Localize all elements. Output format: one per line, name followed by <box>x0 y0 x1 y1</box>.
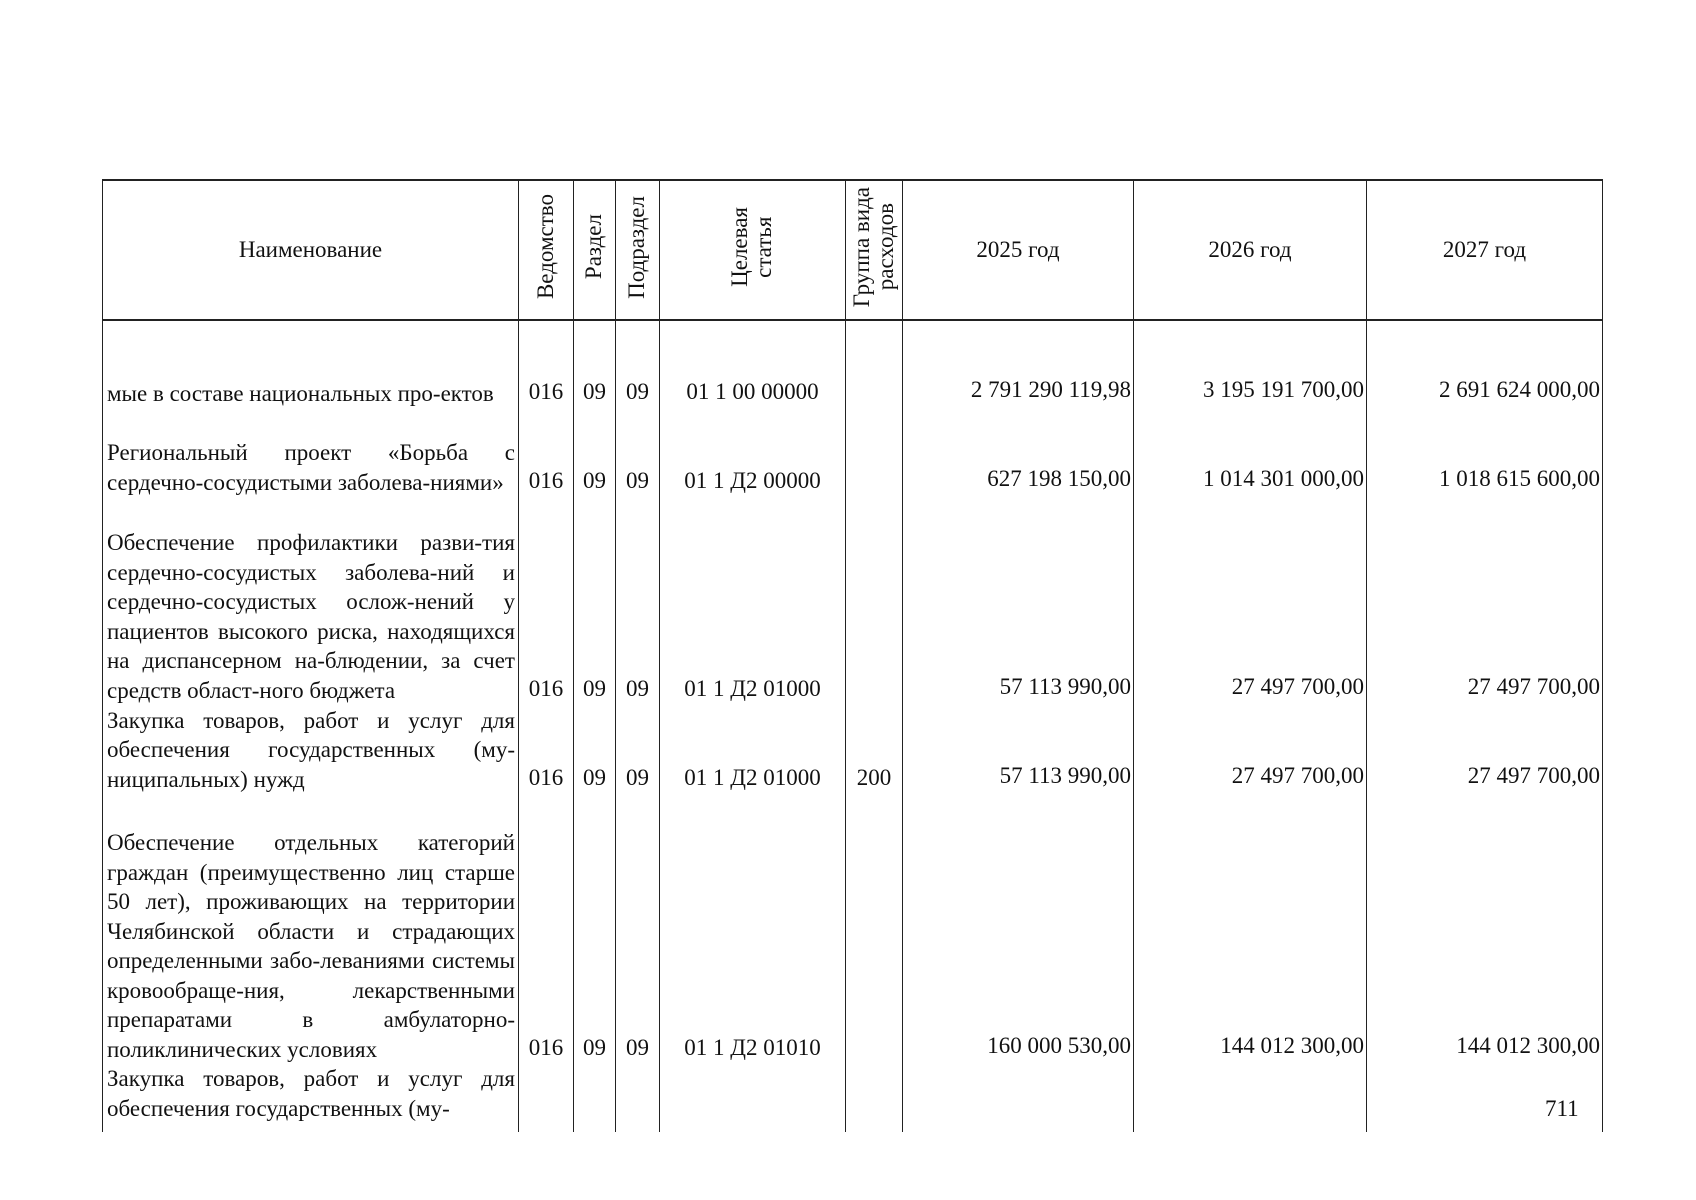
amount-2025-cell: 2 791 290 119,98 <box>903 320 1134 408</box>
row-name-cell: Региональный проект «Борьба с сердечно-сосудистыми заболева-ниями» <box>103 408 519 497</box>
amount-2026-cell <box>1134 1064 1367 1132</box>
table-row <box>103 1064 1603 1132</box>
subsection-cell <box>616 1064 660 1132</box>
department-cell: 016 <box>519 408 574 497</box>
department-cell: 016 <box>519 497 574 705</box>
header-year-2027: 2027 год <box>1367 180 1603 320</box>
table-row <box>103 320 1603 408</box>
target-article-cell: 01 1 Д2 01010 <box>660 794 846 1064</box>
row-name-cell: Обеспечение профилактики разви-тия сердечно-сосудистых заболева-ний и сердечно-сосудистых ослож-нений у пациентов высокого риска, находящихся на диспансерном на-блюдении, за счет средств област-ного бюджета <box>103 497 519 705</box>
row-name-cell: мые в составе национальных про-ектов <box>103 320 519 408</box>
expense-group-cell <box>846 1064 903 1132</box>
header-section: Раздел <box>574 180 616 320</box>
subsection-cell: 09 <box>616 408 660 497</box>
amount-2027-cell: 1 018 615 600,00 <box>1367 408 1603 497</box>
table-row <box>103 794 1603 1064</box>
section-cell: 09 <box>574 320 616 408</box>
amount-2025-cell: 57 113 990,00 <box>903 705 1134 794</box>
amount-2026-cell: 27 497 700,00 <box>1134 497 1367 705</box>
target-article-cell: 01 1 Д2 00000 <box>660 408 846 497</box>
section-cell: 09 <box>574 408 616 497</box>
header-year-2025: 2025 год <box>903 180 1134 320</box>
amount-2025-cell: 57 113 990,00 <box>903 497 1134 705</box>
amount-2027-cell: 27 497 700,00 <box>1367 497 1603 705</box>
section-cell: 09 <box>574 497 616 705</box>
row-name-cell: Закупка товаров, работ и услуг для обеспечения государственных (му-ниципальных) нужд <box>103 705 519 794</box>
expense-group-cell <box>846 794 903 1064</box>
section-cell <box>574 1064 616 1132</box>
amount-2025-cell: 627 198 150,00 <box>903 408 1134 497</box>
expense-group-cell <box>846 497 903 705</box>
subsection-cell: 09 <box>616 705 660 794</box>
header-year-2026: 2026 год <box>1134 180 1367 320</box>
section-cell: 09 <box>574 705 616 794</box>
amount-2027-cell: 2 691 624 000,00 <box>1367 320 1603 408</box>
header-name: Наименование <box>103 180 519 320</box>
header-expense-group: Группа вида расходов <box>846 180 903 320</box>
expense-group-cell <box>846 320 903 408</box>
amount-2027-cell: 27 497 700,00 <box>1367 705 1603 794</box>
row-name-cell: Закупка товаров, работ и услуг для обеспечения государственных (му- <box>103 1064 519 1132</box>
header-target-article: Целевая статья <box>660 180 846 320</box>
row-name-cell: Обеспечение отдельных категорий граждан (преимущественно лиц старше 50 лет), проживающих на территории Челябинской области и страдающих определенными забо-леваниями системы кровообраще-ния, лекарственными препаратами в амбулаторно-поликлинических условиях <box>103 794 519 1064</box>
amount-2026-cell: 1 014 301 000,00 <box>1134 408 1367 497</box>
amount-2027-cell: 144 012 300,00 <box>1367 794 1603 1064</box>
table-header-row <box>103 180 1603 320</box>
amount-2025-cell: 160 000 530,00 <box>903 794 1134 1064</box>
department-cell <box>519 1064 574 1132</box>
department-cell: 016 <box>519 705 574 794</box>
table-row <box>103 497 1603 705</box>
table-row <box>103 705 1603 794</box>
amount-2025-cell <box>903 1064 1134 1132</box>
target-article-cell: 01 1 Д2 01000 <box>660 497 846 705</box>
expense-group-cell <box>846 408 903 497</box>
amount-2026-cell: 144 012 300,00 <box>1134 794 1367 1064</box>
department-cell: 016 <box>519 794 574 1064</box>
header-subsection: Подраздел <box>616 180 660 320</box>
page-number: 711 <box>1545 1096 1579 1121</box>
header-department: Ведомство <box>519 180 574 320</box>
department-cell: 016 <box>519 320 574 408</box>
section-cell: 09 <box>574 794 616 1064</box>
amount-2026-cell: 27 497 700,00 <box>1134 705 1367 794</box>
budget-table <box>102 179 1603 1132</box>
table-row <box>103 408 1603 497</box>
target-article-cell <box>660 1064 846 1132</box>
expense-group-cell: 200 <box>846 705 903 794</box>
subsection-cell: 09 <box>616 794 660 1064</box>
target-article-cell: 01 1 Д2 01000 <box>660 705 846 794</box>
target-article-cell: 01 1 00 00000 <box>660 320 846 408</box>
amount-2026-cell: 3 195 191 700,00 <box>1134 320 1367 408</box>
subsection-cell: 09 <box>616 497 660 705</box>
subsection-cell: 09 <box>616 320 660 408</box>
